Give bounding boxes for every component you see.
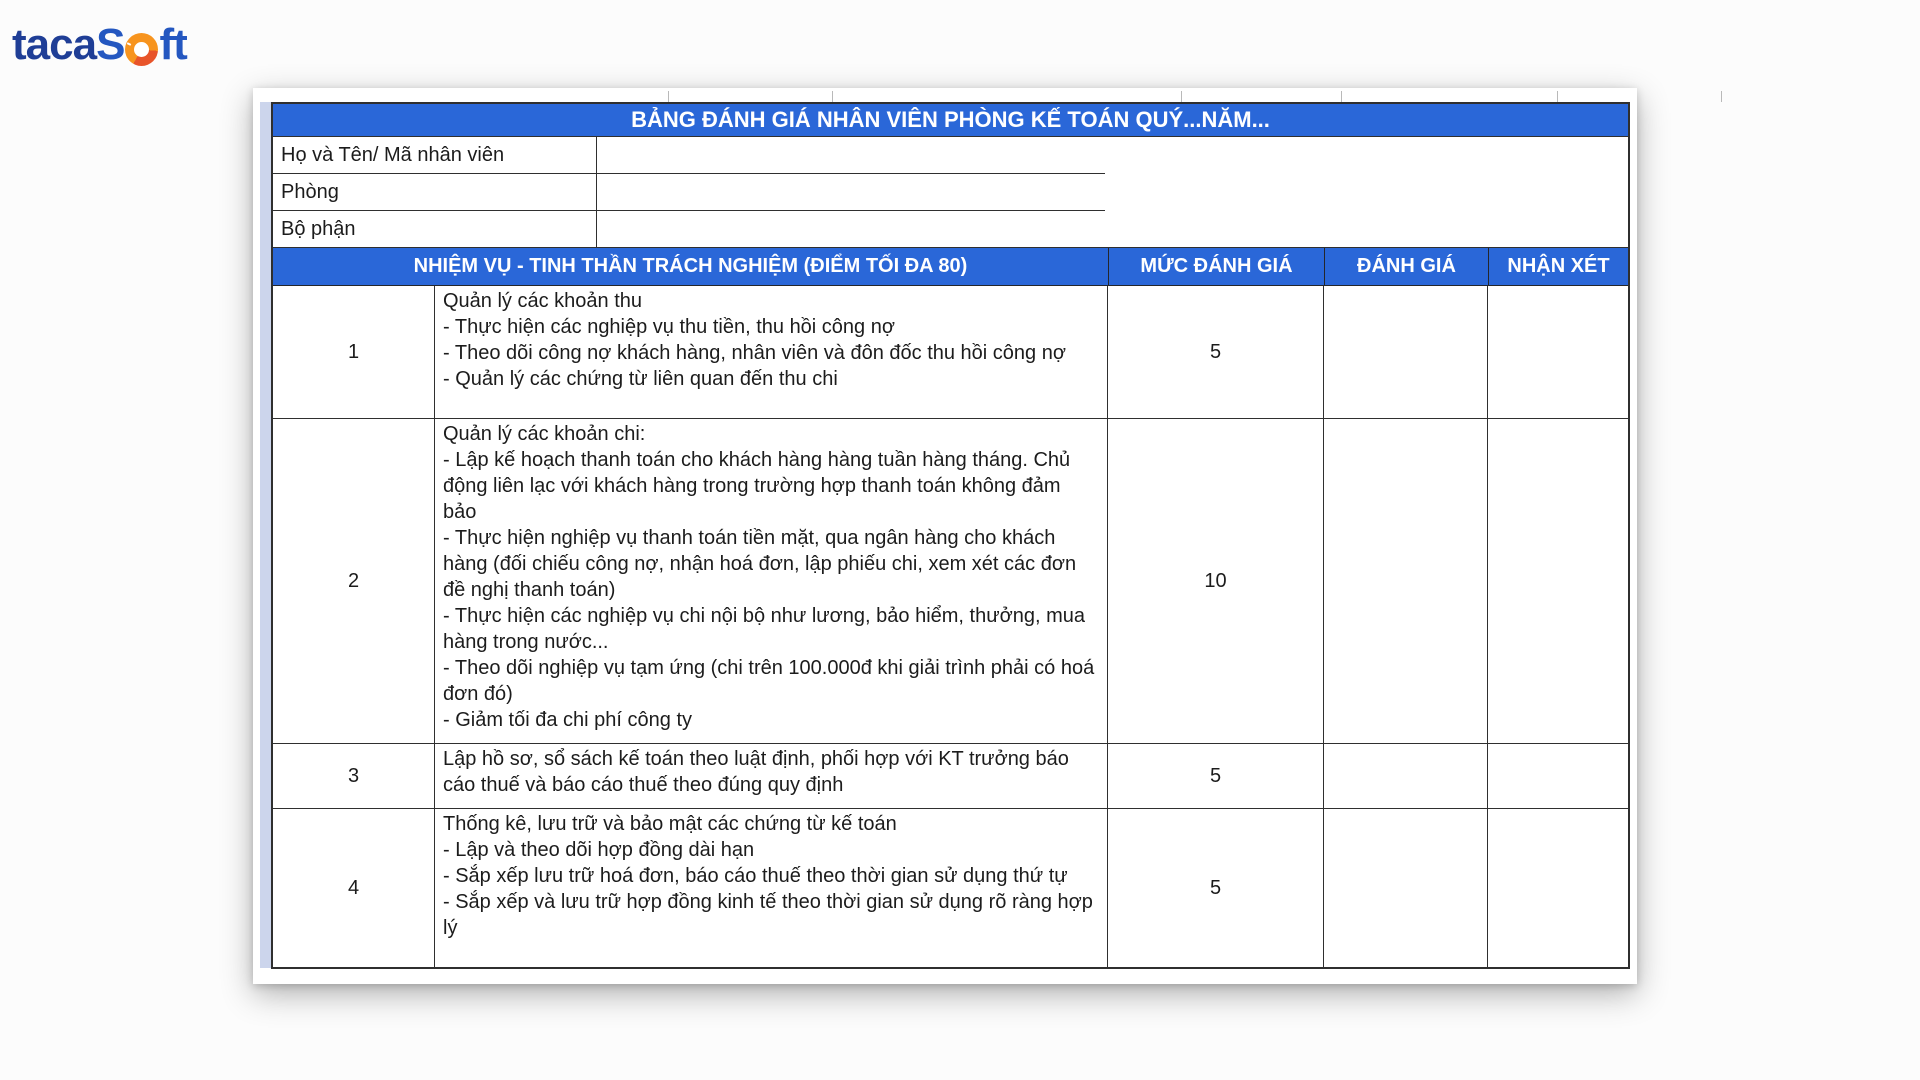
col-header-comment[interactable]: NHẬN XÉT [1489,248,1628,286]
info-label-cell[interactable]: Phòng [273,174,597,211]
task-line: - Thực hiện các nghiệp vụ chi nội bộ như lương, bảo hiểm, thưởng, mua hàng trong nước... [443,605,1085,653]
task-row [273,809,1628,967]
rating-cell[interactable] [1324,809,1488,967]
task-number-cell[interactable]: 3 [273,744,435,809]
task-line: - Thực hiện các nghiệp vụ thu tiền, thu hồi công nợ [443,316,895,338]
info-label-cell[interactable]: Bộ phận [273,211,597,248]
evaluation-sheet-card [253,88,1637,984]
gridline-stub [832,91,833,102]
tacasoft-logo [12,20,187,70]
level-score-cell[interactable]: 10 [1108,419,1324,744]
gridline-stub [1181,91,1182,102]
rating-cell[interactable] [1324,286,1488,419]
row-header-strip [260,102,271,968]
gridline-stub [668,91,669,102]
col-header-rating[interactable]: ĐÁNH GIÁ [1325,248,1489,286]
column-header-row [273,248,1628,286]
task-line: - Sắp xếp và lưu trữ hợp đồng kinh tế theo thời gian sử dụng rõ ràng hợp lý [443,891,1093,939]
info-row [273,137,1105,174]
orange-donut-o-icon [125,33,158,66]
task-line: Quản lý các khoản chi: [443,423,646,445]
task-line: Lập hồ sơ, sổ sách kế toán theo luật định, phối hợp với KT trưởng báo cáo thuế và báo cáo thuế theo đúng quy định [443,748,1069,796]
task-line: Quản lý các khoản thu [443,290,643,312]
task-line: - Giảm tối đa chi phí công ty [443,709,693,731]
task-line: - Theo dõi công nợ khách hàng, nhân viên và đôn đốc thu hồi công nợ [443,342,1066,364]
sheet-title-cell[interactable]: BẢNG ĐÁNH GIÁ NHÂN VIÊN PHÒNG KẾ TOÁN QUÝ...NĂM... [273,104,1628,137]
gridline-stub [1721,91,1722,102]
comment-cell[interactable] [1488,809,1628,967]
comment-cell[interactable] [1488,744,1628,809]
task-description-cell[interactable] [435,809,1108,967]
level-score-cell[interactable]: 5 [1108,286,1324,419]
gridline-stub [1557,91,1558,102]
level-score-cell[interactable]: 5 [1108,744,1324,809]
comment-cell[interactable] [1488,286,1628,419]
task-row [273,744,1628,809]
task-line: Thống kê, lưu trữ và bảo mật các chứng từ kế toán [443,813,897,835]
task-line: - Thực hiện nghiệp vụ thanh toán tiền mặt, qua ngân hàng cho khách hàng (đối chiếu công nợ, nhận hoá đơn, lập phiếu chi, xem xét các đơn đề nghị thanh toán) [443,527,1077,601]
logo-text-ft: ft [159,20,187,69]
task-rows [273,286,1628,967]
task-number-cell[interactable]: 1 [273,286,435,419]
info-label-cell[interactable]: Họ và Tên/ Mã nhân viên [273,137,597,174]
task-number-cell[interactable]: 4 [273,809,435,967]
evaluation-table [271,102,1630,969]
task-description-cell[interactable] [435,419,1108,744]
task-line: - Theo dõi nghiệp vụ tạm ứng (chi trên 100.000đ khi giải trình phải có hoá đơn đó) [443,657,1095,705]
comment-cell[interactable] [1488,419,1628,744]
rating-cell[interactable] [1324,419,1488,744]
logo-text-taca: taca [12,20,97,69]
task-number-cell[interactable]: 2 [273,419,435,744]
task-description-cell[interactable] [435,286,1108,419]
task-line: - Sắp xếp lưu trữ hoá đơn, báo cáo thuế theo thời gian sử dụng thứ tự [443,865,1068,887]
gridline-stub [1341,91,1342,102]
employee-info-block [273,137,1628,248]
task-row [273,286,1628,419]
task-row [273,419,1628,744]
info-merged-empty-cell[interactable] [1105,137,1628,248]
task-line: - Lập kế hoạch thanh toán cho khách hàng hàng tuần hàng tháng. Chủ động liên lạc với khách hàng trong trường hợp thanh toán không đảm bảo [443,449,1071,523]
logo-text-s: S [96,20,125,69]
info-value-cell[interactable] [597,174,1105,211]
info-row [273,211,1105,248]
task-line: - Lập và theo dõi hợp đồng dài hạn [443,839,755,861]
info-value-cell[interactable] [597,137,1105,174]
rating-cell[interactable] [1324,744,1488,809]
col-header-task[interactable]: NHIỆM VỤ - TINH THẦN TRÁCH NGHIỆM (ĐIỂM TỐI ĐA 80) [273,248,1109,286]
level-score-cell[interactable]: 5 [1108,809,1324,967]
col-header-level[interactable]: MỨC ĐÁNH GIÁ [1109,248,1325,286]
info-row [273,174,1105,211]
task-line: - Quản lý các chứng từ liên quan đến thu chi [443,368,838,390]
task-description-cell[interactable] [435,744,1108,809]
info-value-cell[interactable] [597,211,1105,248]
